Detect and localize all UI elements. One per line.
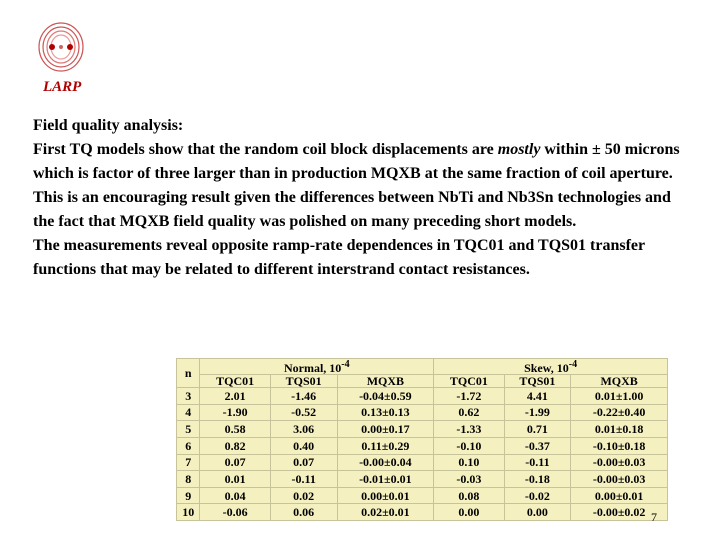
table-row — [177, 454, 668, 471]
table-cell: 0.58 — [200, 421, 270, 438]
table-cell: 0.01±0.18 — [571, 421, 668, 438]
lhc-accelerator-logo-icon — [36, 20, 86, 74]
table-row — [177, 404, 668, 421]
table-row — [177, 504, 668, 521]
harmonic-order-cell: 4 — [177, 404, 200, 421]
table-cell: -0.22±0.40 — [571, 404, 668, 421]
table-cell: -0.10±0.18 — [571, 437, 668, 454]
table-cell: 0.00±0.01 — [337, 487, 434, 504]
table-row — [177, 487, 668, 504]
table-cell: 0.62 — [434, 404, 504, 421]
table-row — [177, 471, 668, 488]
table-cell: -0.52 — [270, 404, 337, 421]
column-header: TQS01 — [270, 375, 337, 388]
table-cell: -0.00±0.02 — [571, 504, 668, 521]
table-cell: -0.01±0.01 — [337, 471, 434, 488]
table-cell: 0.00 — [434, 504, 504, 521]
column-header: MQXB — [571, 375, 668, 388]
table-cell: 0.01 — [200, 471, 270, 488]
table-cell: -0.00±0.03 — [571, 454, 668, 471]
table-cell: -1.99 — [504, 404, 571, 421]
table-cell: 0.08 — [434, 487, 504, 504]
body-text — [33, 114, 693, 282]
paragraph-displacements — [33, 138, 693, 186]
table-cell: 2.01 — [200, 388, 270, 405]
emphasis-text: mostly — [497, 141, 541, 158]
table-cell: 0.13±0.13 — [337, 404, 434, 421]
table-row — [177, 437, 668, 454]
harmonic-order-cell: 5 — [177, 421, 200, 438]
table-cell: -0.00±0.03 — [571, 471, 668, 488]
table-cell: 0.11±0.29 — [337, 437, 434, 454]
skew-header-text: Skew, 10 — [524, 361, 569, 375]
harmonic-order-cell: 9 — [177, 487, 200, 504]
table-cell: 4.41 — [504, 388, 571, 405]
table-cell: 0.40 — [270, 437, 337, 454]
column-header: TQS01 — [504, 375, 571, 388]
harmonic-order-cell: 8 — [177, 471, 200, 488]
paragraph-ramp-rate: The measurements reveal opposite ramp-rate dependences in TQC01 and TQS01 transfer functions that may be related to different interstrand contact resistances. — [33, 237, 645, 278]
paragraph-text: within ± 50 microns which is factor of three larger than in production MQXB at the same fraction of coil aperture. — [33, 141, 680, 182]
table-cell: -1.72 — [434, 388, 504, 405]
table-cell: -0.06 — [200, 504, 270, 521]
table-cell: -0.37 — [504, 437, 571, 454]
paragraph-heading: Field quality analysis: — [33, 117, 184, 134]
harmonic-order-cell: 6 — [177, 437, 200, 454]
table-cell: 0.00 — [504, 504, 571, 521]
column-header: TQC01 — [200, 375, 270, 388]
table-cell: 0.02±0.01 — [337, 504, 434, 521]
table-cell: 0.71 — [504, 421, 571, 438]
harmonic-order-cell: 7 — [177, 454, 200, 471]
normal-header-exponent: -4 — [341, 359, 350, 370]
table-cell: 0.01±1.00 — [571, 388, 668, 405]
table-cell: 3.06 — [270, 421, 337, 438]
table-cell: -0.10 — [434, 437, 504, 454]
table-cell: 0.00±0.01 — [571, 487, 668, 504]
table-cell: -1.90 — [200, 404, 270, 421]
skew-header-exponent: -4 — [568, 359, 578, 370]
harmonic-order-cell: 3 — [177, 388, 200, 405]
harmonic-order-cell: 10 — [177, 504, 200, 521]
larp-logo-label: LARP — [43, 79, 82, 95]
table-cell: -0.02 — [504, 487, 571, 504]
table-column-header-row — [177, 375, 668, 388]
paragraph-text: First TQ models show that the random coil block displacements are — [33, 141, 498, 158]
column-header: MQXB — [337, 375, 434, 388]
skew-group-header — [434, 359, 668, 375]
table-cell: -1.33 — [434, 421, 504, 438]
table-cell: 0.07 — [270, 454, 337, 471]
column-header: TQC01 — [434, 375, 504, 388]
field-quality-table-container — [176, 358, 668, 521]
table-cell: -0.03 — [434, 471, 504, 488]
paragraph-encouraging-result: This is an encouraging result given the differences between NbTi and Nb3Sn technologies and the fact that MQXB field quality was polished on many preceding short models. — [33, 189, 671, 230]
table-cell: 0.06 — [270, 504, 337, 521]
table-cell: 0.00±0.17 — [337, 421, 434, 438]
table-cell: -1.46 — [270, 388, 337, 405]
table-cell: -0.04±0.59 — [337, 388, 434, 405]
table-cell: 0.82 — [200, 437, 270, 454]
normal-header-text: Normal, 10 — [283, 361, 342, 375]
table-body — [177, 388, 668, 521]
table-cell: -0.11 — [504, 454, 571, 471]
table-cell: 0.07 — [200, 454, 270, 471]
table-cell: -0.00±0.04 — [337, 454, 434, 471]
table-group-header-row — [177, 359, 668, 375]
table-cell: 0.04 — [200, 487, 270, 504]
table-cell: 0.02 — [270, 487, 337, 504]
page-number: 7 — [651, 510, 657, 524]
table-cell: -0.18 — [504, 471, 571, 488]
table-row — [177, 421, 668, 438]
n-header: n — [177, 359, 200, 388]
table-cell: 0.10 — [434, 454, 504, 471]
table-row — [177, 388, 668, 405]
normal-group-header — [200, 359, 434, 375]
table-cell: -0.11 — [270, 471, 337, 488]
field-quality-table — [176, 358, 668, 521]
